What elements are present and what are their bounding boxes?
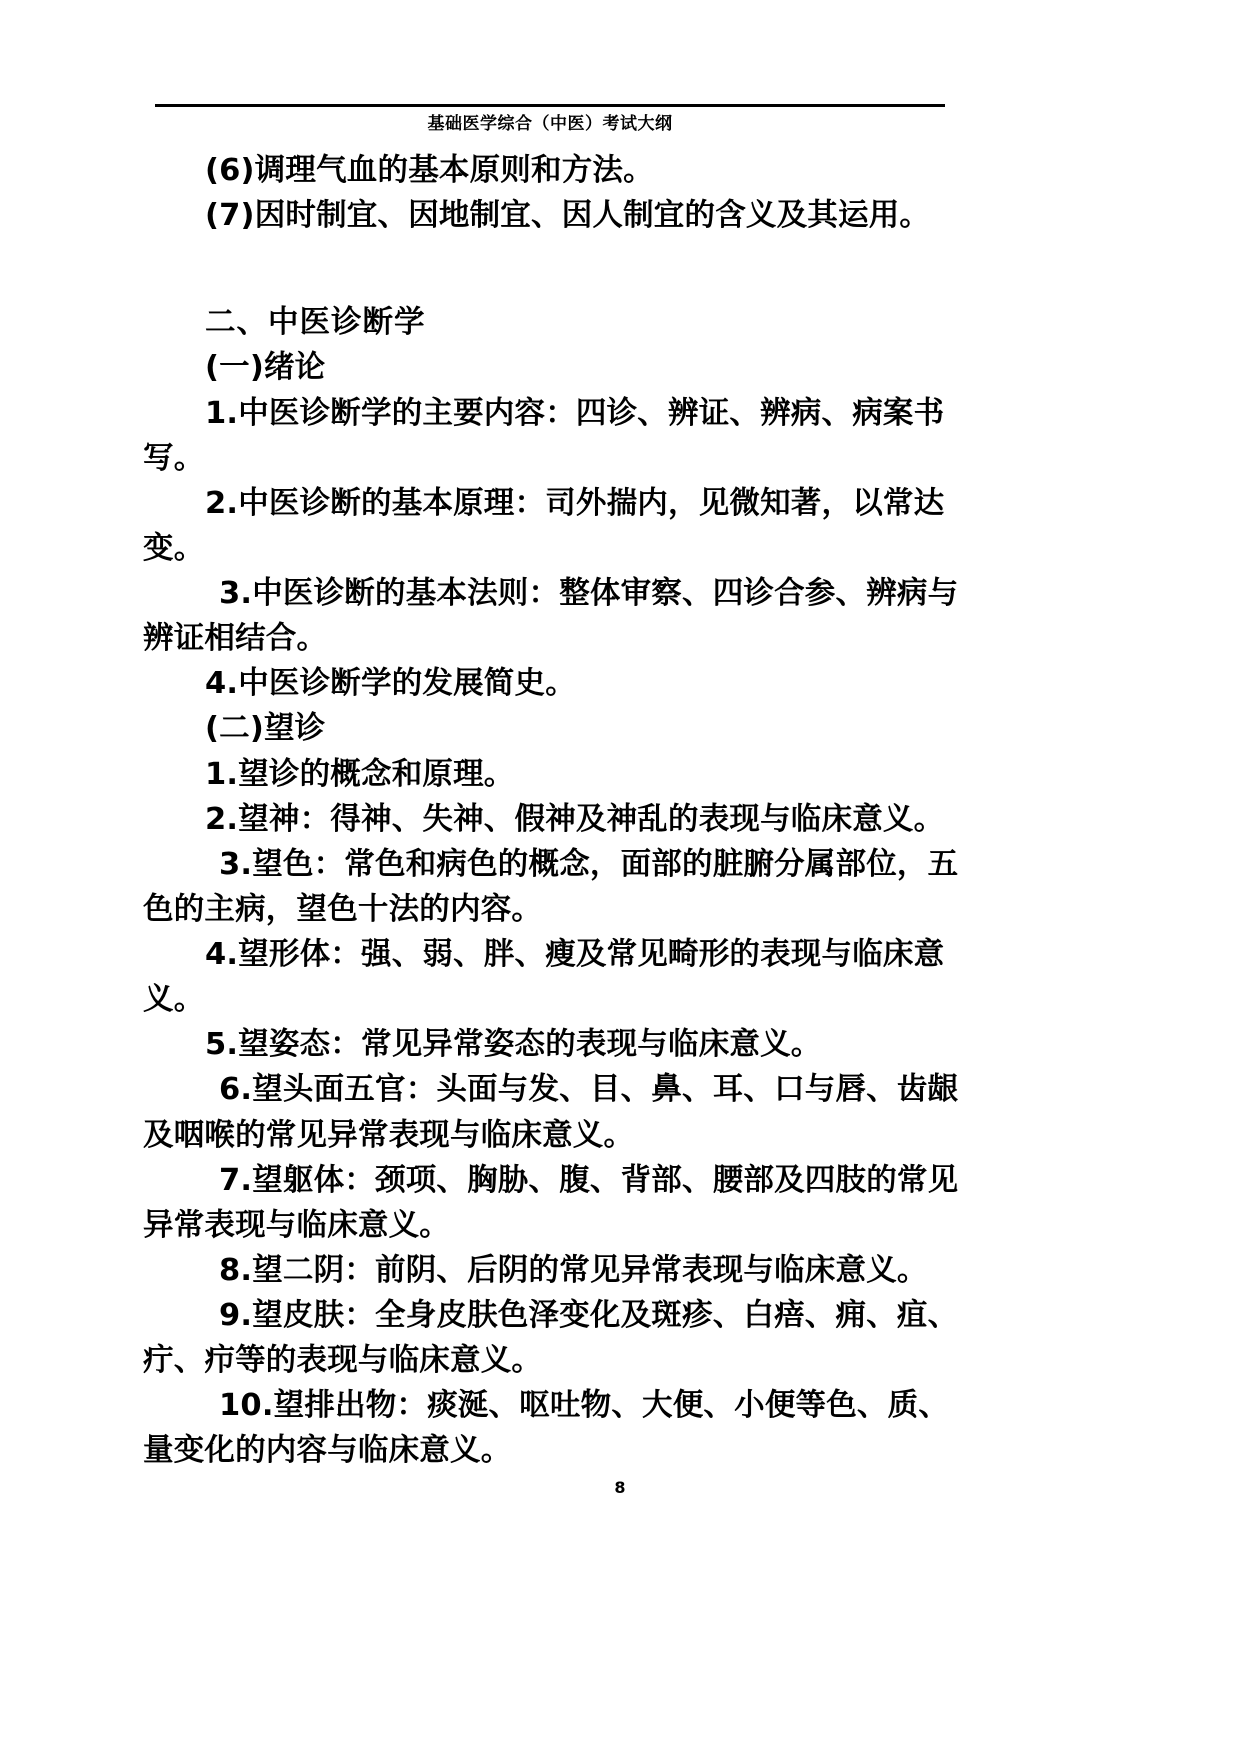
paragraph-6: (6)调理气血的基本原则和方法。 bbox=[205, 153, 654, 188]
item-2-2: 2.望神：得神、失神、假神及神乱的表现与临床意义。 bbox=[205, 801, 945, 837]
item-2-1: 1.望诊的概念和原理。 bbox=[205, 756, 515, 792]
subsection-heading-2: (二)望诊 bbox=[205, 711, 326, 747]
page-header bbox=[155, 104, 945, 134]
header-rule bbox=[155, 104, 945, 107]
section-heading-2: 二、中医诊断学 bbox=[205, 305, 426, 341]
item-2-3: 3.望色：常色和病色的概念，面部的脏腑分属部位，五色的主病，望色十法的内容。 bbox=[143, 846, 959, 927]
item-1-2: 2.中医诊断的基本原理：司外揣内，见微知著，以常达变。 bbox=[143, 485, 945, 566]
item-2-10: 10.望排出物：痰涎、呕吐物、大便、小便等色、质、量变化的内容与临床意义。 bbox=[143, 1388, 950, 1469]
item-2-9: 9.望皮肤：全身皮肤色泽变化及斑疹、白㾦、痈、疽、疔、疖等的表现与临床意义。 bbox=[143, 1298, 959, 1379]
item-2-5: 5.望姿态：常见异常姿态的表现与临床意义。 bbox=[205, 1027, 822, 1063]
subsection-heading-1: (一)绪论 bbox=[205, 350, 326, 386]
page-number: 8 bbox=[614, 1478, 626, 1497]
item-2-7: 7.望躯体：颈项、胸胁、腹、背部、腰部及四肢的常见异常表现与临床意义。 bbox=[143, 1162, 959, 1243]
item-2-4: 4.望形体：强、弱、胖、瘦及常见畸形的表现与临床意义。 bbox=[143, 937, 945, 1018]
section-spacer bbox=[143, 238, 961, 300]
document-body bbox=[143, 148, 961, 1474]
header-title: 基础医学综合（中医）考试大纲 bbox=[427, 114, 673, 134]
item-2-6: 6.望头面五官：头面与发、目、鼻、耳、口与唇、齿龈及咽喉的常见异常表现与临床意义。 bbox=[143, 1072, 959, 1153]
paragraph-7: (7)因时制宜、因地制宜、因人制宜的含义及其运用。 bbox=[205, 198, 931, 234]
item-1-1: 1.中医诊断学的主要内容：四诊、辨证、辨病、病案书写。 bbox=[143, 395, 945, 476]
item-1-4: 4.中医诊断学的发展简史。 bbox=[205, 666, 576, 702]
item-1-3: 3.中医诊断的基本法则：整体审察、四诊合参、辨病与辨证相结合。 bbox=[143, 576, 959, 657]
item-2-8: 8.望二阴：前阴、后阴的常见异常表现与临床意义。 bbox=[219, 1252, 928, 1288]
